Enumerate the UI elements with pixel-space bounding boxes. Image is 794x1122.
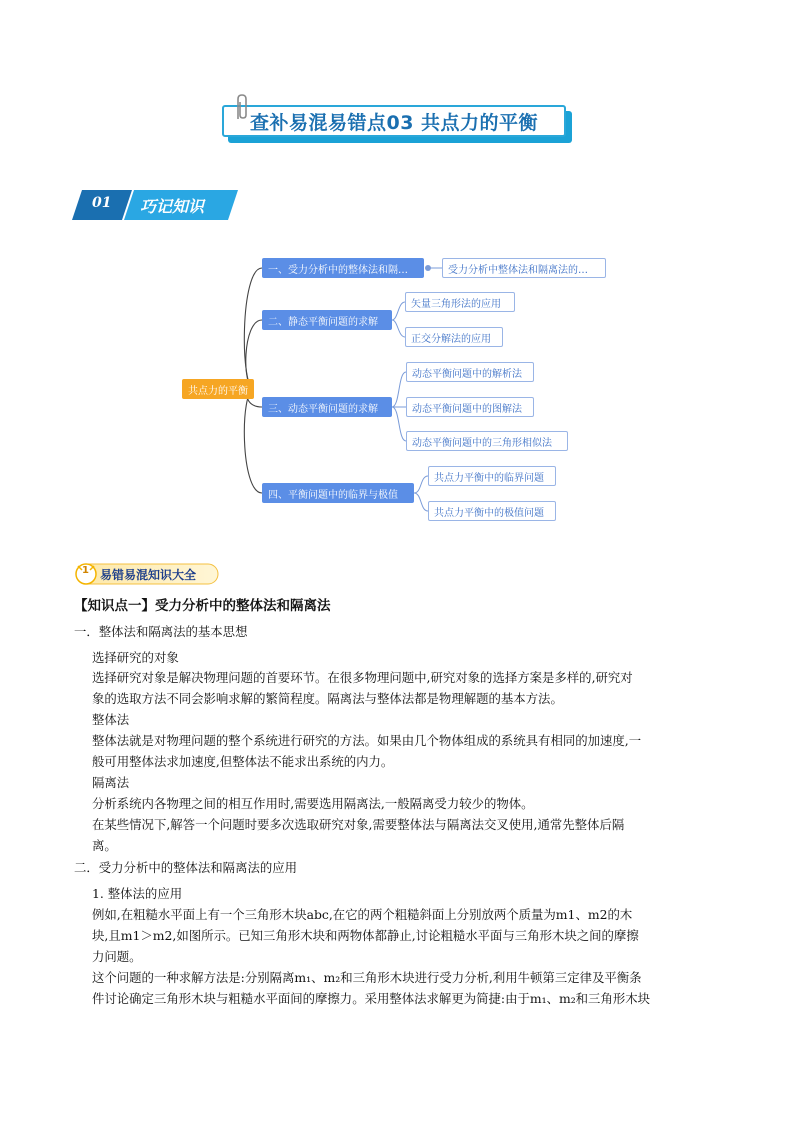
title-box [222, 105, 566, 137]
section-heading: 二．受力分析中的整体法和隔离法的应用 [74, 860, 298, 875]
mindmap-leaf[interactable]: 共点力平衡中的临界问题 [428, 466, 556, 486]
mindmap-leaf[interactable]: 动态平衡问题中的解析法 [406, 362, 534, 382]
paragraph-line: 例如,在粗糙水平面上有一个三角形木块abc,在它的两个粗糙斜面上分别放两个质量为m1、m2的木 [92, 907, 633, 922]
paragraph-line: 象的选取方法不同会影响求解的繁简程度。隔离法与整体法都是物理解题的基本方法。 [92, 691, 563, 706]
mindmap-leaf[interactable]: 受力分析中整体法和隔离法的… [442, 258, 606, 278]
paragraph-line: 分析系统内各物理之间的相互作用时,需要选用隔离法,一般隔离受力较少的物体。 [92, 796, 534, 811]
mindmap-leaf[interactable]: 动态平衡问题中的三角形相似法 [406, 431, 568, 451]
mindmap-root[interactable]: 共点力的平衡 [182, 379, 254, 399]
paragraph-line: 般可用整体法求加速度,但整体法不能求出系统的内力。 [92, 754, 394, 769]
page-title: 查补易混易错点03 共点力的平衡 [249, 111, 539, 134]
paragraph-line: 选择研究对象是解决物理问题的首要环节。在很多物理问题中,研究对象的选择方案是多样的,研究对 [92, 670, 633, 685]
knowledge-heading: 【知识点一】受力分析中的整体法和隔离法 [74, 598, 331, 614]
paragraph-line: 这个问题的一种求解方法是:分别隔离m₁、m₂和三角形木块进行受力分析,利用牛顿第三定律及平衡条 [92, 970, 642, 985]
section-heading: 一．整体法和隔离法的基本思想 [74, 624, 248, 639]
mindmap-branch-1[interactable]: 一、受力分析中的整体法和隔… [262, 258, 424, 278]
title-banner [222, 105, 572, 143]
section-label: 巧记知识 [140, 197, 205, 216]
mindmap-branch-3[interactable]: 三、动态平衡问题的求解 [262, 397, 392, 417]
subsection-number: 1 [82, 565, 89, 576]
paragraph-line: 1. 整体法的应用 [92, 886, 183, 901]
paragraph-line: 力问题。 [92, 949, 142, 964]
paragraph-line: 件讨论确定三角形木块与粗糙水平面间的摩擦力。采用整体法求解更为简捷:由于m₁、m₂和三角形木块 [92, 991, 651, 1006]
subsection-label: 易错易混知识大全 [100, 568, 197, 582]
mindmap-leaf[interactable]: 动态平衡问题中的图解法 [406, 397, 534, 417]
paragraph-line: 隔离法 [92, 775, 130, 790]
paragraph-line: 离。 [92, 838, 117, 853]
mindmap-leaf[interactable]: 正交分解法的应用 [405, 327, 503, 347]
mindmap-branch-4[interactable]: 四、平衡问题中的临界与极值 [262, 483, 414, 503]
paragraph-line: 在某些情况下,解答一个问题时要多次选取研究对象,需要整体法与隔离法交叉使用,通常先整体后隔 [92, 817, 625, 832]
mindmap-leaf[interactable]: 矢量三角形法的应用 [405, 292, 515, 312]
paperclip-icon [232, 93, 254, 123]
paragraph-line: 整体法 [92, 712, 130, 727]
paragraph-line: 块,且m1＞m2,如图所示。已知三角形木块和两物体都静止,讨论粗糙水平面与三角形木块之间的摩擦 [92, 928, 639, 943]
section-number: 01 [92, 195, 112, 211]
mindmap-leaf[interactable]: 共点力平衡中的极值问题 [428, 501, 556, 521]
paragraph-line: 选择研究的对象 [92, 650, 179, 665]
section-banner [72, 190, 238, 220]
paragraph-line: 整体法就是对物理问题的整个系统进行研究的方法。如果由几个物体组成的系统具有相同的加速度,一 [92, 733, 642, 748]
mindmap-branch-2[interactable]: 二、静态平衡问题的求解 [262, 310, 392, 330]
